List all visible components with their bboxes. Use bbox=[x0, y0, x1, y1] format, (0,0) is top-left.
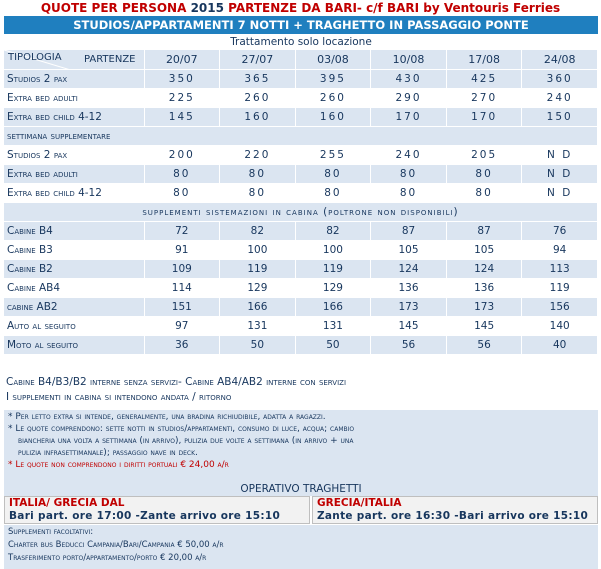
price-cell: 173 bbox=[446, 297, 522, 316]
row-label: Auto al seguito bbox=[4, 316, 144, 335]
price-cell: 430 bbox=[371, 69, 447, 88]
row-label: Cabine B4 bbox=[4, 221, 144, 240]
ferry-return-heading: GRECIA/ITALIA bbox=[317, 497, 402, 509]
price-cell: 220 bbox=[220, 145, 296, 164]
price-cell: 82 bbox=[220, 221, 296, 240]
price-cell: 56 bbox=[371, 335, 447, 354]
price-cell: 170 bbox=[446, 107, 522, 126]
note-line: I supplementi in cabina si intendono andata / ritorno bbox=[6, 391, 232, 403]
price-cell: 350 bbox=[144, 69, 220, 88]
price-cell: 82 bbox=[295, 221, 371, 240]
offer-banner: STUDIOS/APPARTAMENTI 7 NOTTI + TRAGHETTO IN PASSAGGIO PONTE bbox=[4, 16, 598, 34]
ferry-return-schedule: Zante part. ore 16:30 -Bari arrivo ore 15:10 bbox=[317, 510, 589, 522]
price-cell: 136 bbox=[371, 278, 447, 297]
price-cell: 105 bbox=[371, 240, 447, 259]
table-row bbox=[4, 316, 598, 335]
price-cell: N D bbox=[522, 164, 598, 183]
price-cell: 131 bbox=[295, 316, 371, 335]
table-header-row bbox=[4, 50, 598, 69]
header-date: 20/07 bbox=[144, 50, 220, 69]
header-date: 24/08 bbox=[522, 50, 598, 69]
price-cell: N D bbox=[522, 183, 598, 202]
price-cell: 124 bbox=[371, 259, 447, 278]
price-cell: 105 bbox=[446, 240, 522, 259]
header-corner-cell bbox=[4, 50, 144, 69]
price-cell: 87 bbox=[446, 221, 522, 240]
row-label: Studios 2 pax bbox=[4, 69, 144, 88]
row-label: Extra bed child 4-12 bbox=[4, 107, 144, 126]
week-rows bbox=[4, 69, 598, 126]
header-partenze: PARTENZE bbox=[83, 54, 136, 65]
ferry-outbound-heading: ITALIA/ GRECIA DAL bbox=[9, 497, 125, 509]
cabin-rows bbox=[4, 221, 598, 354]
price-cell: 136 bbox=[446, 278, 522, 297]
price-cell: 100 bbox=[220, 240, 296, 259]
ferry-outbound bbox=[4, 496, 310, 524]
price-cell: 56 bbox=[446, 335, 522, 354]
price-cell: 80 bbox=[295, 183, 371, 202]
price-cell: 270 bbox=[446, 88, 522, 107]
price-cell: 50 bbox=[295, 335, 371, 354]
price-cell: 240 bbox=[522, 88, 598, 107]
table-row bbox=[4, 164, 598, 183]
price-cell: 173 bbox=[371, 297, 447, 316]
price-cell: 87 bbox=[371, 221, 447, 240]
ferry-schedule-heading: OPERATIVO TRAGHETTI bbox=[4, 483, 598, 496]
price-cell: 80 bbox=[446, 164, 522, 183]
header-date: 17/08 bbox=[446, 50, 522, 69]
price-cell: 200 bbox=[144, 145, 220, 164]
price-cell: 80 bbox=[371, 183, 447, 202]
table-row bbox=[4, 297, 598, 316]
price-cell: 360 bbox=[522, 69, 598, 88]
price-cell: 36 bbox=[144, 335, 220, 354]
price-cell: 166 bbox=[295, 297, 371, 316]
table-row bbox=[4, 145, 598, 164]
price-cell: 119 bbox=[522, 278, 598, 297]
price-cell: 109 bbox=[144, 259, 220, 278]
price-cell: 170 bbox=[371, 107, 447, 126]
price-cell: 129 bbox=[295, 278, 371, 297]
price-cell: 166 bbox=[220, 297, 296, 316]
row-label: cabine AB2 bbox=[4, 297, 144, 316]
price-cell: 119 bbox=[220, 259, 296, 278]
price-cell: N D bbox=[522, 145, 598, 164]
price-cell: 97 bbox=[144, 316, 220, 335]
price-cell: 129 bbox=[220, 278, 296, 297]
price-cell: 80 bbox=[144, 164, 220, 183]
price-cell: 260 bbox=[295, 88, 371, 107]
price-cell: 145 bbox=[144, 107, 220, 126]
table-row bbox=[4, 240, 598, 259]
price-cell: 76 bbox=[522, 221, 598, 240]
price-cell: 113 bbox=[522, 259, 598, 278]
price-cell: 160 bbox=[220, 107, 296, 126]
price-cell: 119 bbox=[295, 259, 371, 278]
ferry-outbound-schedule: Bari part. ore 17:00 -Zante arrivo ore 15:10 bbox=[9, 510, 281, 522]
optional-supplement-line: Charter bus Beducci Campania/Bari/Campania € 50,00 a/r bbox=[8, 540, 224, 550]
price-cell: 156 bbox=[522, 297, 598, 316]
price-cell: 40 bbox=[522, 335, 598, 354]
row-label: Extra bed adulti bbox=[4, 88, 144, 107]
section-supplementi: supplementi sistemazioni in cabina (poltrone non disponibili) bbox=[4, 202, 598, 221]
conditions-notes bbox=[4, 410, 598, 484]
price-cell: 114 bbox=[144, 278, 220, 297]
price-cell: 425 bbox=[446, 69, 522, 88]
optional-supplements bbox=[4, 525, 598, 569]
price-cell: 225 bbox=[144, 88, 220, 107]
title-year: 2015 bbox=[190, 1, 224, 15]
optional-supplements-heading: Supplementi facoltativi: bbox=[8, 527, 94, 537]
row-label: Cabine B2 bbox=[4, 259, 144, 278]
header-tipologia: TIPOLOGIA bbox=[8, 51, 62, 63]
price-cell: 94 bbox=[522, 240, 598, 259]
price-cell: 205 bbox=[446, 145, 522, 164]
row-label: Moto al seguito bbox=[4, 335, 144, 354]
table-row bbox=[4, 107, 598, 126]
row-label: Extra bed adulti bbox=[4, 164, 144, 183]
treatment-subtitle: Trattamento solo locazione bbox=[230, 36, 372, 48]
table-row bbox=[4, 69, 598, 88]
table-row bbox=[4, 278, 598, 297]
price-cell: 80 bbox=[220, 183, 296, 202]
price-cell: 80 bbox=[295, 164, 371, 183]
note-line: Cabine B4/B3/B2 interne senza servizi- Cabine AB4/AB2 interne con servizi bbox=[6, 376, 347, 388]
row-label: Extra bed child 4-12 bbox=[4, 183, 144, 202]
price-cell: 50 bbox=[220, 335, 296, 354]
price-cell: 395 bbox=[295, 69, 371, 88]
header-date: 03/08 bbox=[295, 50, 371, 69]
price-cell: 72 bbox=[144, 221, 220, 240]
table-row bbox=[4, 221, 598, 240]
title-prefix: QUOTE PER PERSONA bbox=[40, 1, 187, 15]
price-cell: 255 bbox=[295, 145, 371, 164]
note-not-included: * Le quote non comprendono i diritti portuali € 24,00 a/r bbox=[8, 460, 229, 470]
price-cell: 150 bbox=[522, 107, 598, 126]
note-extra-bed: * Per letto extra si intende, generalmente, una bradina richiudibile, adatta a ragazzi. bbox=[8, 412, 326, 422]
price-cell: 145 bbox=[371, 316, 447, 335]
table-row bbox=[4, 88, 598, 107]
title-suffix: PARTENZE DA BARI- c/f BARI by Ventouris Ferries bbox=[228, 1, 561, 15]
note-included-2: biancheria una volta a settimana (in arrivo), pulizia due volte a settimana (in arrivo + una bbox=[18, 436, 354, 446]
header-date: 10/08 bbox=[371, 50, 447, 69]
price-cell: 131 bbox=[220, 316, 296, 335]
price-cell: 365 bbox=[220, 69, 296, 88]
price-cell: 80 bbox=[446, 183, 522, 202]
price-cell: 91 bbox=[144, 240, 220, 259]
cabin-notes bbox=[4, 375, 598, 409]
extra-week-rows bbox=[4, 145, 598, 202]
price-cell: 80 bbox=[144, 183, 220, 202]
price-cell: 160 bbox=[295, 107, 371, 126]
section-row-supplementi bbox=[4, 202, 598, 221]
optional-supplement-line: Trasferimento porto/appartamento/porto € 20,00 a/r bbox=[8, 553, 207, 563]
price-cell: 140 bbox=[522, 316, 598, 335]
row-label: Cabine B3 bbox=[4, 240, 144, 259]
price-cell: 240 bbox=[371, 145, 447, 164]
price-cell: 151 bbox=[144, 297, 220, 316]
price-cell: 145 bbox=[446, 316, 522, 335]
table-row bbox=[4, 259, 598, 278]
note-included-3: pulizia infrasettimanale); passaggio nave in deck. bbox=[18, 448, 198, 458]
price-cell: 80 bbox=[220, 164, 296, 183]
table-row bbox=[4, 183, 598, 202]
ferry-return bbox=[312, 496, 598, 524]
row-label: Cabine AB4 bbox=[4, 278, 144, 297]
section-supplementare: settimana supplementare bbox=[4, 126, 598, 145]
price-cell: 290 bbox=[371, 88, 447, 107]
note-included-1: * Le quote comprendono: sette notti in studios/appartamenti, consumo di luce, acqua; cambio bbox=[8, 424, 355, 434]
table-row bbox=[4, 335, 598, 354]
price-cell: 100 bbox=[295, 240, 371, 259]
header-date: 27/07 bbox=[220, 50, 296, 69]
price-cell: 260 bbox=[220, 88, 296, 107]
price-table bbox=[4, 50, 598, 355]
section-row-supplementare bbox=[4, 126, 598, 145]
price-cell: 124 bbox=[446, 259, 522, 278]
price-cell: 80 bbox=[371, 164, 447, 183]
page-title bbox=[0, 0, 601, 16]
row-label: Studios 2 pax bbox=[4, 145, 144, 164]
